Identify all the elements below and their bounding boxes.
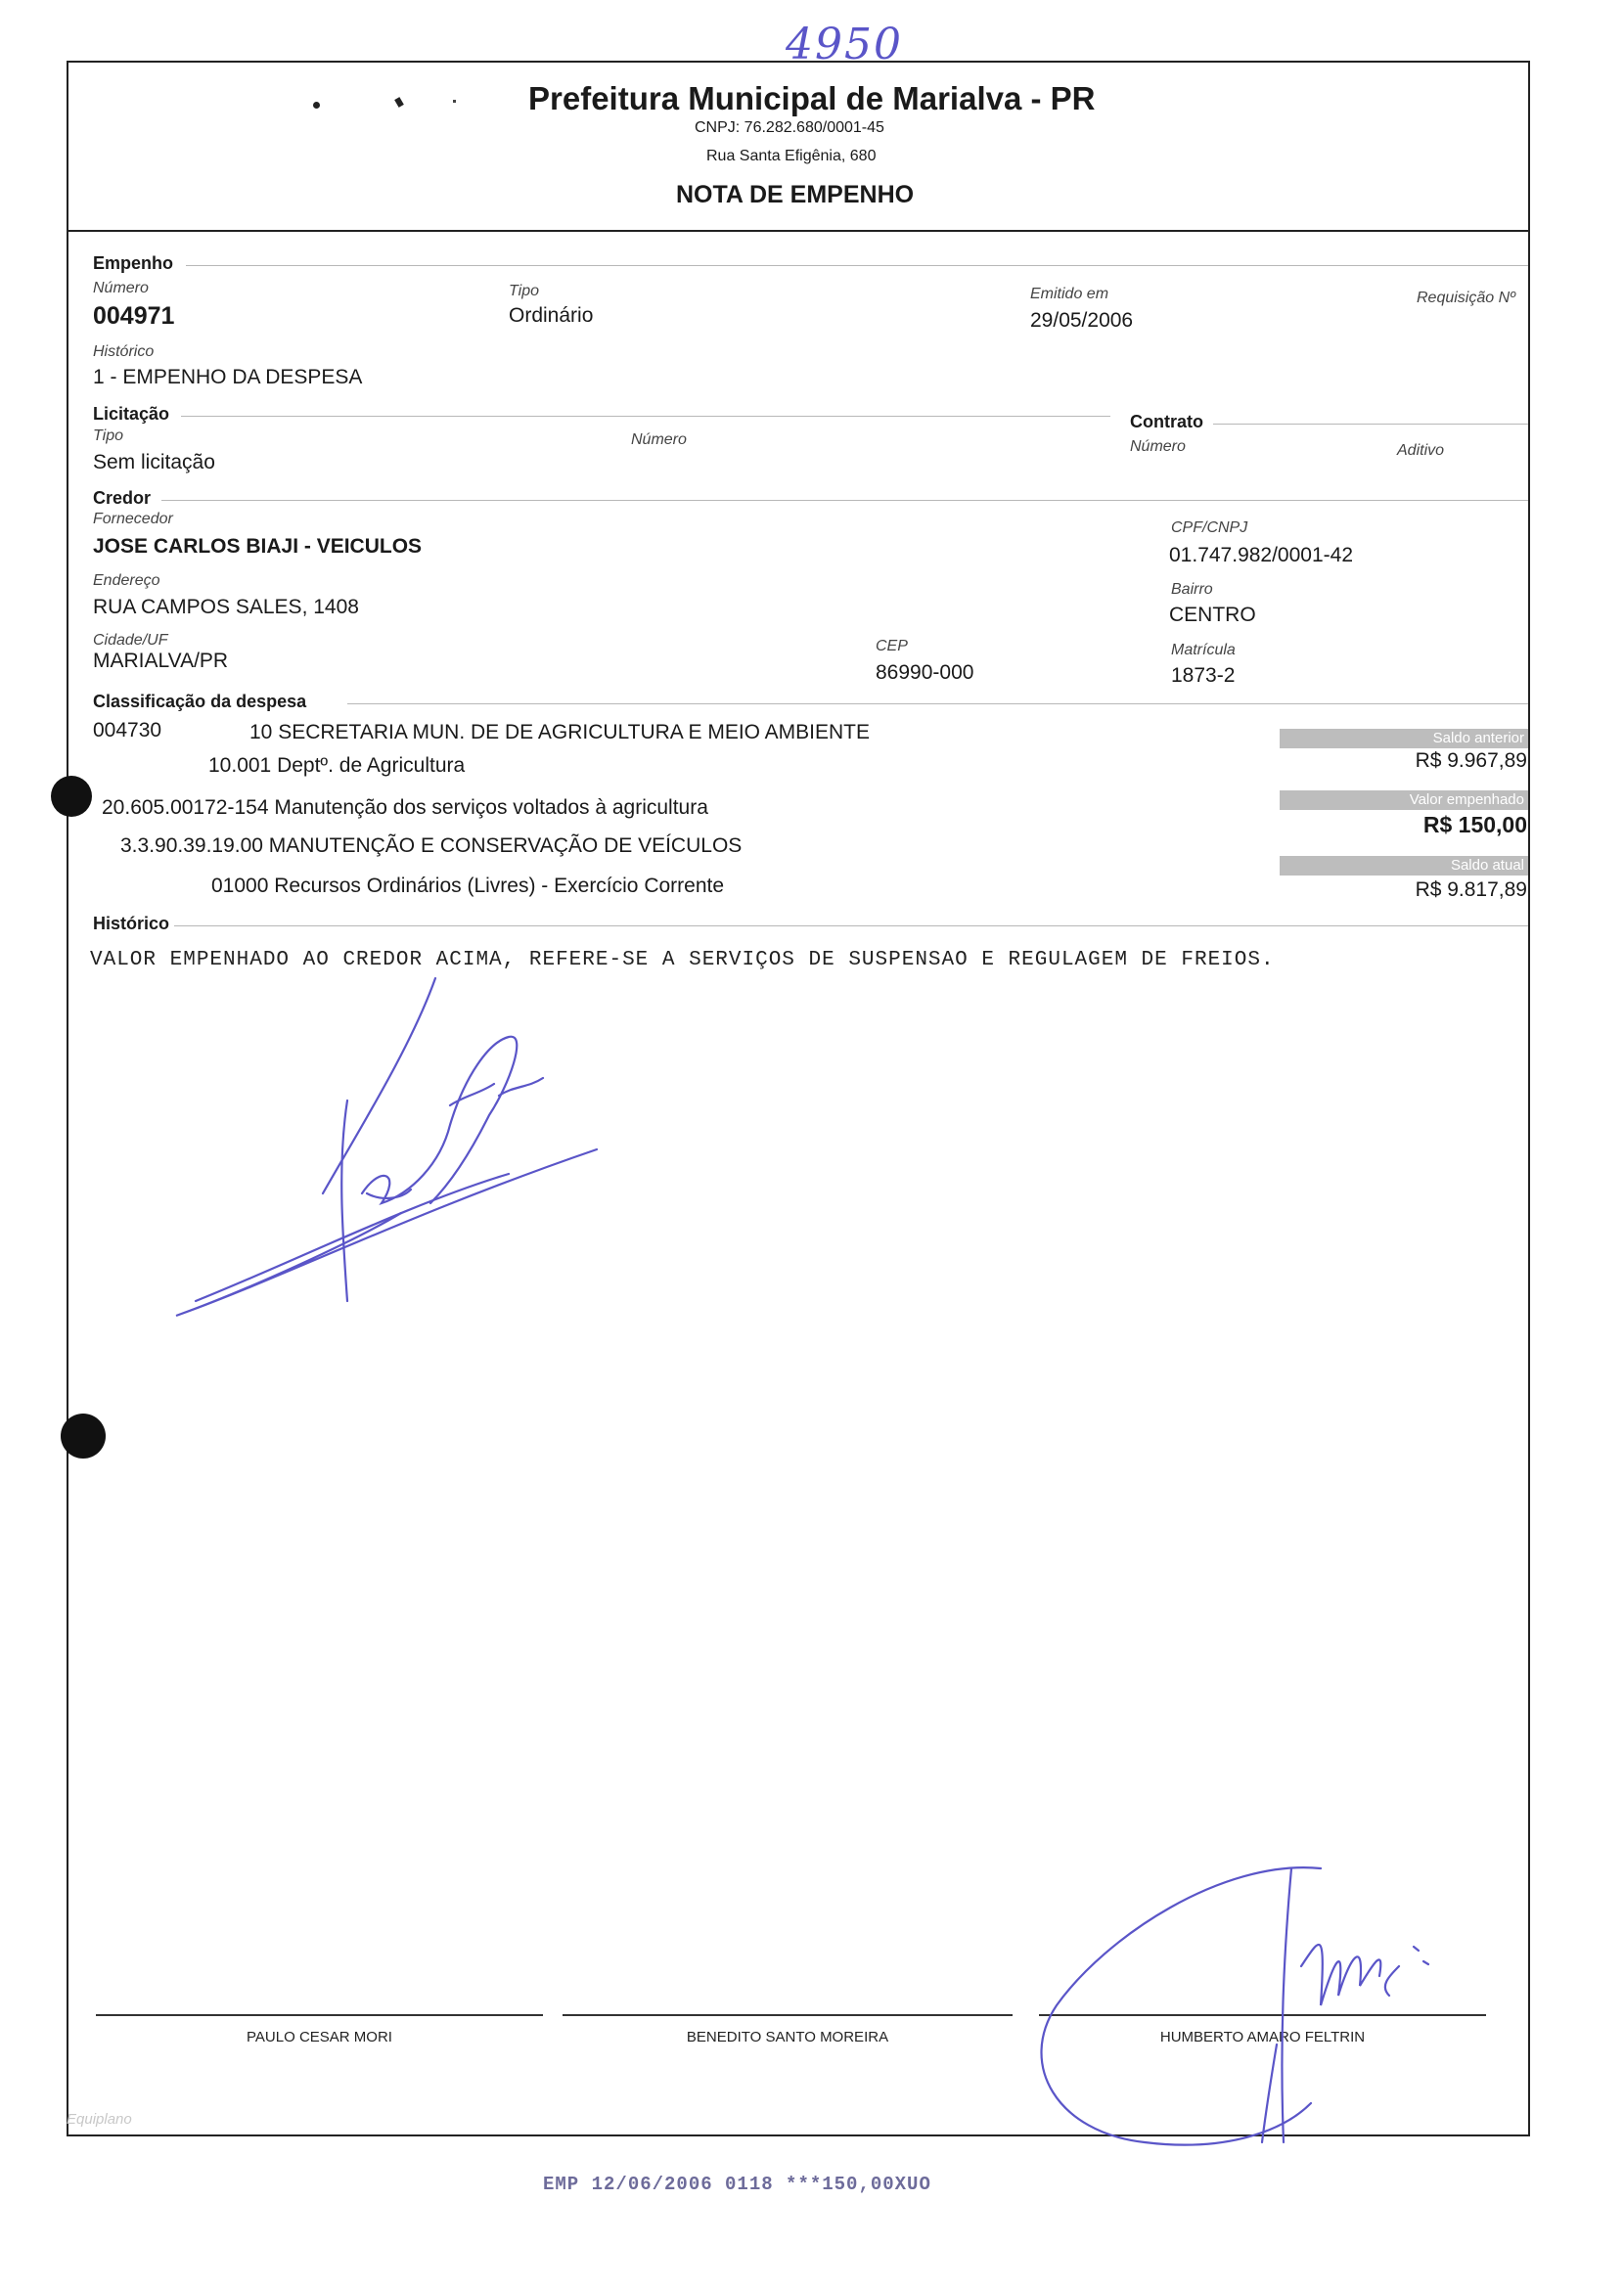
cpf-value: 01.747.982/0001-42	[1169, 544, 1354, 566]
historico-empenho-label: Histórico	[93, 343, 155, 360]
historico-empenho-value: 1 - EMPENHO DA DESPESA	[93, 366, 363, 388]
classificacao-code: 004730	[93, 719, 162, 741]
section-historico: Histórico	[93, 914, 170, 933]
section-credor: Credor	[93, 488, 152, 508]
saldo-anterior-value: R$ 9.967,89	[1415, 749, 1527, 772]
matricula-value: 1873-2	[1171, 664, 1236, 687]
licitacao-numero-label: Número	[631, 431, 687, 448]
matricula-label: Matrícula	[1171, 642, 1236, 658]
rule-historico	[174, 925, 1528, 926]
classificacao-line1: 10 SECRETARIA MUN. DE DE AGRICULTURA E MEIO AMBIENTE	[249, 721, 871, 743]
cep-value: 86990-000	[876, 661, 974, 684]
cpf-label: CPF/CNPJ	[1171, 519, 1248, 536]
section-licitacao: Licitação	[93, 404, 170, 424]
classificacao-line4: 3.3.90.39.19.00 MANUTENÇÃO E CONSERVAÇÃO DE VEÍCULOS	[120, 834, 743, 857]
rule-contrato	[1213, 424, 1528, 425]
signature-name-1: PAULO CESAR MORI	[247, 2029, 392, 2045]
endereco-value: RUA CAMPOS SALES, 1408	[93, 596, 359, 618]
saldo-atual-value: R$ 9.817,89	[1415, 878, 1527, 901]
bairro-label: Bairro	[1171, 581, 1213, 598]
section-empenho: Empenho	[93, 253, 174, 273]
section-classificacao: Classificação da despesa	[93, 692, 307, 711]
tipo-value: Ordinário	[509, 304, 594, 327]
classificacao-line3: 20.605.00172-154 Manutenção dos serviços voltados à agricultura	[102, 796, 708, 819]
hole-punch-1	[51, 776, 92, 817]
section-contrato: Contrato	[1130, 412, 1203, 431]
cep-label: CEP	[876, 638, 908, 654]
rule-empenho	[186, 265, 1528, 266]
rule-licitacao	[181, 416, 1110, 417]
footer-stamp: EMP 12/06/2006 0118 ***150,00XUO	[543, 2174, 931, 2195]
saldo-anterior-band	[1280, 729, 1528, 748]
saldo-anterior-label: Saldo anterior	[1432, 730, 1524, 746]
valor-empenhado-band	[1280, 790, 1528, 810]
numero-label: Número	[93, 280, 149, 296]
saldo-atual-label: Saldo atual	[1450, 857, 1524, 874]
classificacao-line2: 10.001 Deptº. de Agricultura	[208, 754, 466, 777]
rule-credor	[161, 500, 1528, 501]
bairro-value: CENTRO	[1169, 604, 1256, 626]
tipo-label: Tipo	[509, 283, 539, 299]
signature-line-1	[96, 2014, 543, 2016]
endereco-label: Endereço	[93, 572, 160, 589]
signature-scribble-2	[1027, 1849, 1477, 2191]
cnpj-text: CNPJ: 76.282.680/0001-45	[695, 119, 884, 136]
signature-name-3: HUMBERTO AMARO FELTRIN	[1159, 2029, 1366, 2045]
valor-empenhado-value: R$ 150,00	[1422, 812, 1527, 837]
document-title: NOTA DE EMPENHO	[676, 181, 915, 208]
hole-punch-2	[61, 1414, 106, 1459]
signature-line-2	[563, 2014, 1013, 2016]
handwritten-number: 4950	[786, 20, 903, 69]
emitido-value: 29/05/2006	[1030, 309, 1134, 332]
contrato-numero-label: Número	[1130, 438, 1186, 455]
valor-empenhado-label: Valor empenhado	[1409, 791, 1524, 808]
licitacao-tipo-label: Tipo	[93, 427, 123, 444]
empenho-number: 004971	[93, 302, 175, 330]
address-text: Rua Santa Efigênia, 680	[706, 148, 877, 164]
requisicao-label: Requisição Nº	[1417, 290, 1515, 306]
rule-classificacao	[347, 703, 1528, 704]
historico-text: VALOR EMPENHADO AO CREDOR ACIMA, REFERE-SE A SERVIÇOS DE SUSPENSAO E REGULAGEM DE FREIOS.	[90, 949, 1275, 971]
municipality-title: Prefeitura Municipal de Marialva - PR	[528, 80, 1096, 116]
signature-name-2: BENEDITO SANTO MOREIRA	[686, 2029, 889, 2045]
cidade-value: MARIALVA/PR	[93, 650, 229, 672]
classificacao-line5: 01000 Recursos Ordinários (Livres) - Exercício Corrente	[211, 875, 725, 897]
contrato-aditivo-label: Aditivo	[1397, 442, 1445, 459]
saldo-atual-band	[1280, 856, 1528, 876]
signature-scribble-1	[157, 968, 616, 1330]
header-divider	[67, 230, 1530, 232]
emitido-label: Emitido em	[1030, 286, 1109, 302]
cidade-label: Cidade/UF	[93, 632, 168, 649]
fornecedor-value: JOSE CARLOS BIAJI - VEICULOS	[93, 535, 423, 558]
fornecedor-label: Fornecedor	[93, 511, 173, 527]
licitacao-tipo-value: Sem licitação	[93, 451, 215, 473]
watermark-text: Equiplano	[67, 2111, 132, 2128]
